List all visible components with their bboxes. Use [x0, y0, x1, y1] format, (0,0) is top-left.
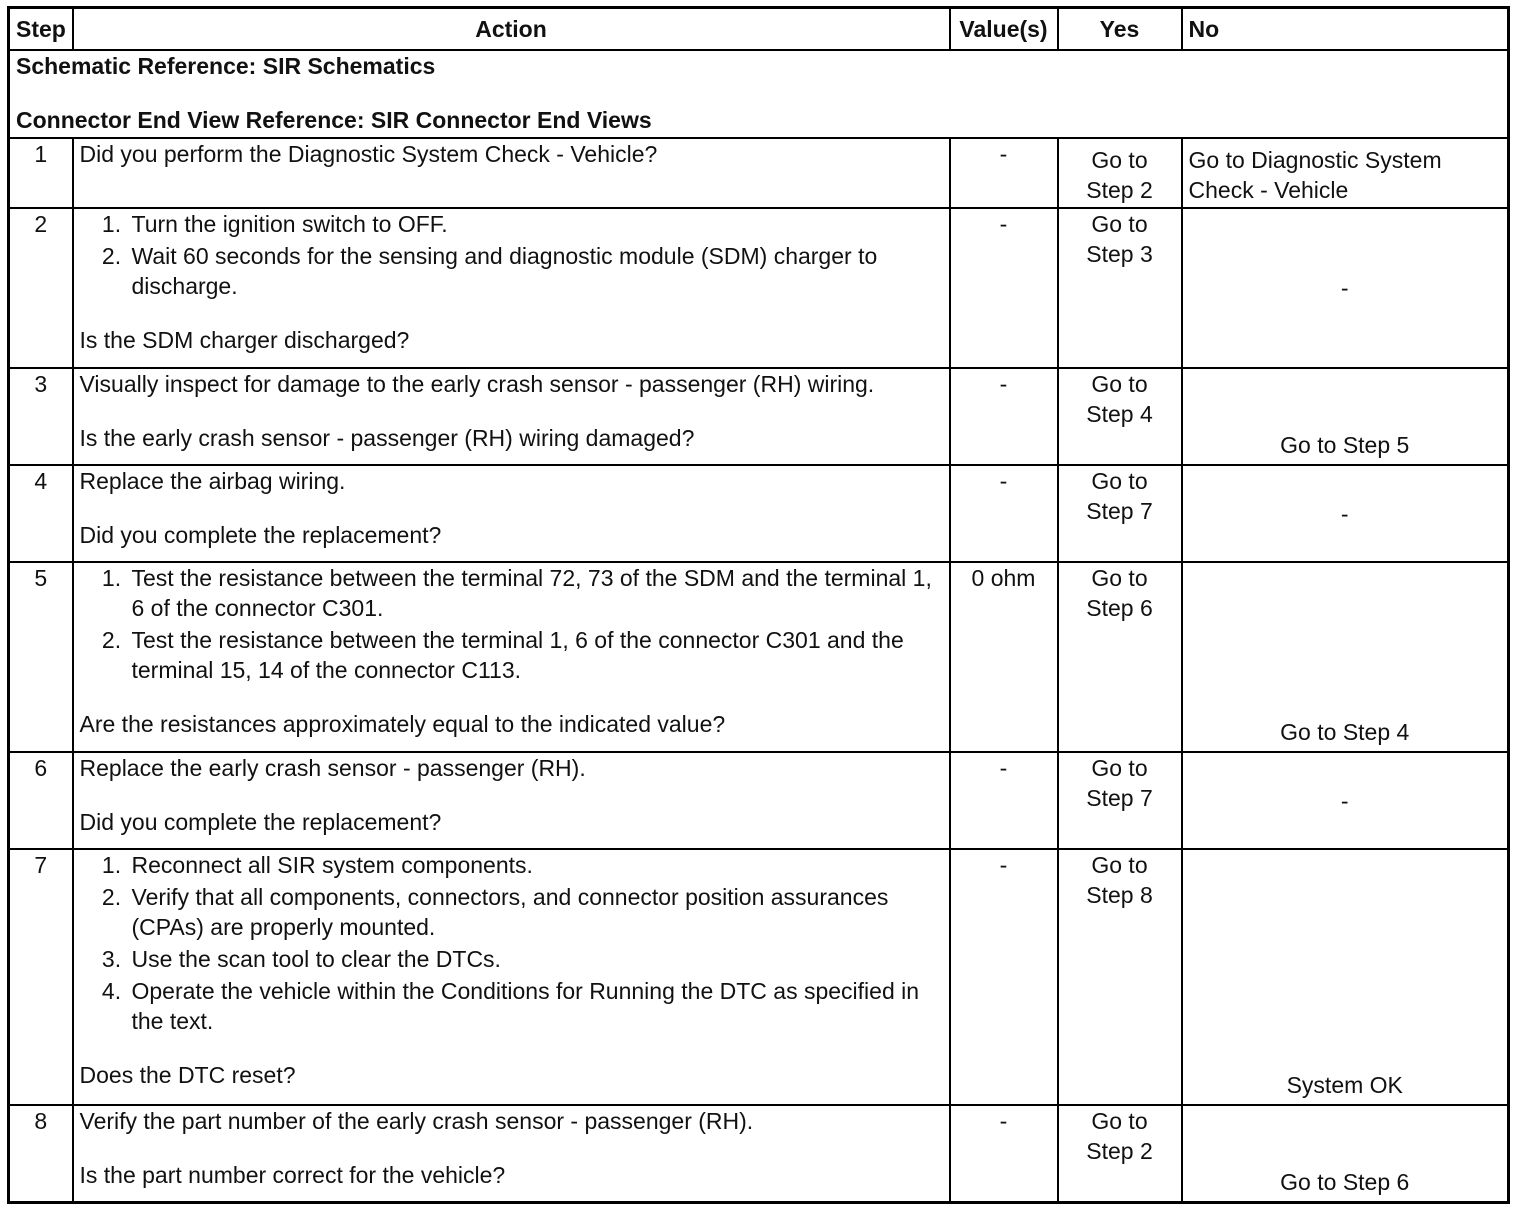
value-cell: -: [950, 138, 1058, 208]
action-steps-list: [80, 209, 943, 301]
action-text: Visually inspect for damage to the early crash sensor - passenger (RH) wiring.: [79, 371, 875, 397]
list-item: 1. Turn the ignition switch to OFF.: [128, 209, 943, 239]
action-question: Are the resistances approximately equal to the indicated value?: [79, 711, 726, 737]
table-row: [9, 208, 1509, 368]
table-row: [9, 368, 1509, 465]
list-item: 1. Test the resistance between the terminal 72, 73 of the SDM and the terminal 1, 6 of the connector C301.: [128, 563, 943, 623]
header-action: Action: [73, 8, 950, 51]
action-cell: [73, 138, 950, 208]
action-cell: [73, 752, 950, 849]
no-cell: Go to Step 4: [1182, 562, 1509, 752]
step-number: 1: [9, 138, 73, 208]
list-item: 2. Wait 60 seconds for the sensing and diagnostic module (SDM) charger to discharge.: [128, 241, 943, 301]
yes-cell: Go to Step 2: [1058, 1105, 1182, 1202]
header-step: Step: [9, 8, 73, 51]
step-number: 3: [9, 368, 73, 465]
yes-cell: Go to Step 2: [1058, 138, 1182, 208]
no-cell: Go to Diagnostic System Check - Vehicle: [1182, 138, 1509, 208]
action-question: Did you complete the replacement?: [79, 522, 442, 548]
value-cell: -: [950, 465, 1058, 562]
step-number: 5: [9, 562, 73, 752]
step-number: 8: [9, 1105, 73, 1202]
action-question: Does the DTC reset?: [79, 1062, 296, 1088]
action-text: Verify the part number of the early crash sensor - passenger (RH).: [79, 1108, 754, 1134]
yes-cell: Go to Step 4: [1058, 368, 1182, 465]
connector-reference: Connector End View Reference: SIR Connector End Views: [16, 107, 652, 133]
no-cell: -: [1182, 208, 1509, 368]
schematic-reference: Schematic Reference: SIR Schematics: [16, 53, 436, 79]
header-values: Value(s): [950, 8, 1058, 51]
yes-cell: Go to Step 3: [1058, 208, 1182, 368]
no-cell: -: [1182, 465, 1509, 562]
value-cell: 0 ohm: [950, 562, 1058, 752]
step-rows: [9, 138, 1509, 1202]
table-row: [9, 562, 1509, 752]
diagnostic-table: [7, 6, 1510, 1204]
action-text: Replace the early crash sensor - passenger (RH).: [79, 755, 586, 781]
no-cell: Go to Step 5: [1182, 368, 1509, 465]
header-yes: Yes: [1058, 8, 1182, 51]
list-item: 1. Reconnect all SIR system components.: [128, 850, 943, 880]
step-number: 4: [9, 465, 73, 562]
action-cell: [73, 208, 950, 368]
header-row: [9, 8, 1509, 51]
table-row: [9, 465, 1509, 562]
table-row: [9, 1105, 1509, 1202]
list-item: 3. Use the scan tool to clear the DTCs.: [128, 944, 943, 974]
step-number: 6: [9, 752, 73, 849]
yes-cell: Go to Step 8: [1058, 849, 1182, 1105]
action-question: Did you complete the replacement?: [79, 809, 442, 835]
step-number: 2: [9, 208, 73, 368]
action-text: Replace the airbag wiring.: [79, 468, 346, 494]
action-cell: [73, 1105, 950, 1202]
action-cell: [73, 849, 950, 1105]
list-item: 2. Verify that all components, connectors, and connector position assurances (CPAs) are properly mounted.: [128, 882, 943, 942]
action-text: Did you perform the Diagnostic System Check - Vehicle?: [79, 141, 658, 167]
yes-cell: Go to Step 7: [1058, 465, 1182, 562]
reference-row: [9, 50, 1509, 138]
no-cell: -: [1182, 752, 1509, 849]
action-cell: [73, 465, 950, 562]
action-cell: [73, 562, 950, 752]
value-cell: -: [950, 208, 1058, 368]
action-steps-list: [80, 563, 943, 685]
value-cell: -: [950, 752, 1058, 849]
action-steps-list: [80, 850, 943, 1036]
table-row: [9, 849, 1509, 1105]
value-cell: -: [950, 1105, 1058, 1202]
table-row: [9, 138, 1509, 208]
action-question: Is the SDM charger discharged?: [79, 327, 410, 353]
action-question: Is the part number correct for the vehicle?: [79, 1162, 506, 1188]
yes-cell: Go to Step 7: [1058, 752, 1182, 849]
header-no: No: [1182, 8, 1509, 51]
step-number: 7: [9, 849, 73, 1105]
value-cell: -: [950, 849, 1058, 1105]
list-item: 2. Test the resistance between the terminal 1, 6 of the connector C301 and the terminal 15, 14 of the connector C113.: [128, 625, 943, 685]
value-cell: -: [950, 368, 1058, 465]
no-cell: System OK: [1182, 849, 1509, 1105]
action-cell: [73, 368, 950, 465]
table-row: [9, 752, 1509, 849]
action-question: Is the early crash sensor - passenger (RH) wiring damaged?: [79, 425, 695, 451]
no-cell: Go to Step 6: [1182, 1105, 1509, 1202]
list-item: 4. Operate the vehicle within the Conditions for Running the DTC as specified in the text.: [128, 976, 943, 1036]
yes-cell: Go to Step 6: [1058, 562, 1182, 752]
